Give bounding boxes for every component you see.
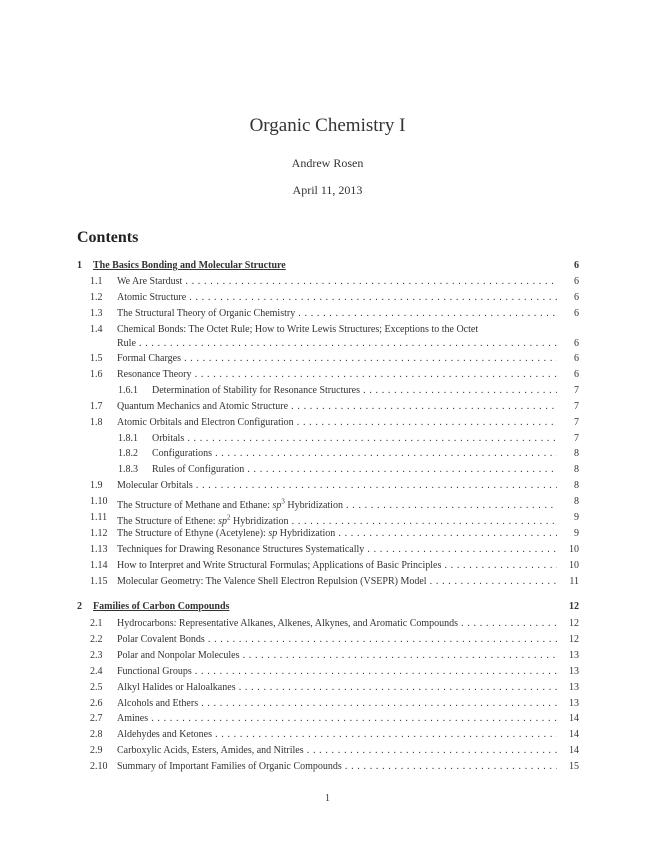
toc-title: Polar and Nonpolar Molecules (117, 650, 240, 661)
toc-number: 1.12 (90, 528, 108, 539)
toc-page: 12 (569, 634, 579, 645)
toc-page: 15 (569, 761, 579, 772)
toc-entry-1-8-3[interactable] (77, 463, 579, 477)
toc-page: 14 (569, 729, 579, 740)
toc-title[interactable]: The Basics Bonding and Molecular Structure (93, 260, 286, 271)
toc-number: 2.3 (90, 650, 103, 661)
toc-title: Quantum Mechanics and Atomic Structure (117, 401, 289, 412)
toc-entry-1-14[interactable] (77, 559, 579, 573)
toc-page: 13 (569, 698, 579, 709)
toc-entry-1-6-1[interactable] (77, 384, 579, 398)
toc-number: 1.7 (90, 401, 103, 412)
toc-number: 1.6.1 (118, 385, 138, 396)
toc-page: 14 (569, 713, 579, 724)
toc-number: 1.4 (90, 324, 103, 335)
toc-title: How to Interpret and Write Structural Formulas; Applications of Basic Principles (117, 560, 442, 571)
toc-title: Orbitals (152, 433, 185, 444)
toc-entry-1-3[interactable] (77, 307, 579, 321)
toc-number: 1.5 (90, 353, 103, 364)
toc-page: 9 (574, 512, 579, 523)
toc-title: Molecular Orbitals (117, 480, 193, 491)
toc-entry-1-2[interactable] (77, 291, 579, 305)
toc-page: 9 (574, 528, 579, 539)
toc-title: We Are Stardust (117, 276, 183, 287)
toc-number: 2 (77, 601, 82, 612)
toc-number: 2.9 (90, 745, 103, 756)
toc-number: 1.15 (90, 576, 108, 587)
toc-number: 1.10 (90, 496, 108, 507)
toc-title: The Structural Theory of Organic Chemistry (117, 308, 296, 319)
toc-entry-1-1[interactable] (77, 275, 579, 289)
toc-title: Functional Groups (117, 666, 192, 677)
toc-title: Aldehydes and Ketones (117, 729, 212, 740)
toc-number: 1.3 (90, 308, 103, 319)
toc-number: 1.2 (90, 292, 103, 303)
toc-number: 2.10 (90, 761, 108, 772)
toc-page: 6 (574, 292, 579, 303)
toc-number: 2.5 (90, 682, 103, 693)
toc-title: Atomic Orbitals and Electron Configuration (117, 417, 294, 428)
toc-page: 6 (574, 308, 579, 319)
toc-title: Molecular Geometry: The Valence Shell Electron Repulsion (VSEPR) Model (117, 576, 427, 587)
toc-entry-1-9[interactable] (77, 479, 579, 493)
toc-title: Resonance Theory (117, 369, 192, 380)
toc-page: 6 (574, 338, 579, 349)
toc-title: Polar Covalent Bonds (117, 634, 205, 645)
toc-title: Amines (117, 713, 149, 724)
toc-number: 1.8.2 (118, 448, 138, 459)
document-title: Organic Chemistry I (249, 115, 406, 136)
toc-entry-1-13[interactable] (77, 543, 579, 557)
toc-entry-1-15[interactable] (77, 575, 579, 589)
toc-chapter-1[interactable] (77, 259, 579, 273)
toc-page: 11 (569, 576, 579, 587)
toc-page: 8 (574, 496, 579, 507)
toc-number: 2.7 (90, 713, 103, 724)
toc-page: 14 (569, 745, 579, 756)
toc-number: 1 (77, 260, 82, 271)
toc-entry-2-2[interactable] (77, 633, 579, 647)
toc-entry-1-11[interactable] (77, 511, 579, 528)
toc-entry-1-12[interactable] (77, 527, 579, 541)
toc-chapter-2[interactable] (77, 600, 579, 614)
toc-number: 2.1 (90, 618, 103, 629)
contents-heading: Contents (77, 229, 139, 246)
toc-title: Determination of Stability for Resonance Structures (152, 385, 361, 396)
toc-entry-1-8-1[interactable] (77, 432, 579, 446)
toc-page: 13 (569, 666, 579, 677)
toc-entry-1-5[interactable] (77, 352, 579, 366)
toc-entry-2-8[interactable] (77, 728, 579, 742)
toc-page: 7 (574, 385, 579, 396)
toc-entry-1-6[interactable] (77, 368, 579, 382)
toc-number: 1.8.3 (118, 464, 138, 475)
toc-entry-2-3[interactable] (77, 649, 579, 663)
toc-entry-1-8-2[interactable] (77, 447, 579, 461)
toc-page: 7 (574, 433, 579, 444)
toc-number: 1.9 (90, 480, 103, 491)
toc-number: 1.11 (90, 512, 108, 523)
toc-title: Rules of Configuration (152, 464, 245, 475)
toc-entry-2-1[interactable] (77, 617, 579, 631)
toc-title: Summary of Important Families of Organic Compounds (117, 761, 342, 772)
toc-title: Formal Charges (117, 353, 181, 364)
toc-page: 8 (574, 464, 579, 475)
document-author: Andrew Rosen (291, 156, 364, 170)
toc-entry-1-10[interactable] (77, 495, 579, 512)
toc-title: Hydrocarbons: Representative Alkanes, Alkenes, Alkynes, and Aromatic Compounds (117, 618, 459, 629)
toc-page: 6 (574, 369, 579, 380)
toc-entry-1-7[interactable] (77, 400, 579, 414)
toc-page: 13 (569, 650, 579, 661)
toc-entry-2-4[interactable] (77, 665, 579, 679)
toc-number: 1.13 (90, 544, 108, 555)
toc-title: Techniques for Drawing Resonance Structures Systematically (117, 544, 365, 555)
toc-entry-2-6[interactable] (77, 697, 579, 711)
toc-title: Carboxylic Acids, Esters, Amides, and Nitriles (117, 745, 304, 756)
toc-page: 6 (574, 353, 579, 364)
toc-number: 2.8 (90, 729, 103, 740)
toc-entry-2-7[interactable] (77, 712, 579, 726)
toc-entry-2-9[interactable] (77, 744, 579, 758)
toc-title: The Structure of Ethene: $sp^2$ Hybridization (117, 514, 289, 528)
toc-page: 13 (569, 682, 579, 693)
toc-page: 7 (574, 401, 579, 412)
document-date: April 11, 2013 (292, 183, 363, 197)
toc-number: 1.8 (90, 417, 103, 428)
toc-page: 12 (569, 601, 579, 612)
toc-entry-2-10[interactable] (77, 760, 579, 774)
toc-title-continued: Rule (117, 338, 136, 349)
toc-title: Configurations (152, 448, 212, 459)
toc-title: Alcohols and Ethers (117, 698, 199, 709)
toc-number: 1.6 (90, 369, 103, 380)
toc-number: 2.2 (90, 634, 103, 645)
toc-entry-1-8[interactable] (77, 416, 579, 430)
toc-number: 2.6 (90, 698, 103, 709)
toc-entry-2-5[interactable] (77, 681, 579, 695)
toc-page: 10 (569, 560, 579, 571)
toc-title: Alkyl Halides or Haloalkanes (117, 682, 236, 693)
toc-title[interactable]: Families of Carbon Compounds (93, 601, 230, 612)
toc-title: The Structure of Ethyne (Acetylene): sp Hybridization (117, 528, 336, 539)
toc-number: 1.8.1 (118, 433, 138, 444)
toc-page: 6 (574, 276, 579, 287)
toc-page: 8 (574, 448, 579, 459)
toc-page: 10 (569, 544, 579, 555)
toc-title: Atomic Structure (117, 292, 187, 303)
toc-title: The Structure of Methane and Ethane: $sp^3$ Hybridization (117, 498, 343, 512)
toc-number: 1.14 (90, 560, 108, 571)
toc-page: 8 (574, 480, 579, 491)
toc-number: 1.1 (90, 276, 103, 287)
toc-entry-1-4[interactable] (77, 323, 579, 337)
toc-number: 2.4 (90, 666, 103, 677)
toc-page: 12 (569, 618, 579, 629)
toc-title: Chemical Bonds: The Octet Rule; How to Write Lewis Structures; Exceptions to the Octet (117, 324, 479, 335)
toc-page: 7 (574, 417, 579, 428)
page-number: 1 (325, 793, 330, 804)
toc-page: 6 (574, 260, 579, 271)
toc-entry-1-4-cont[interactable] (77, 337, 579, 351)
